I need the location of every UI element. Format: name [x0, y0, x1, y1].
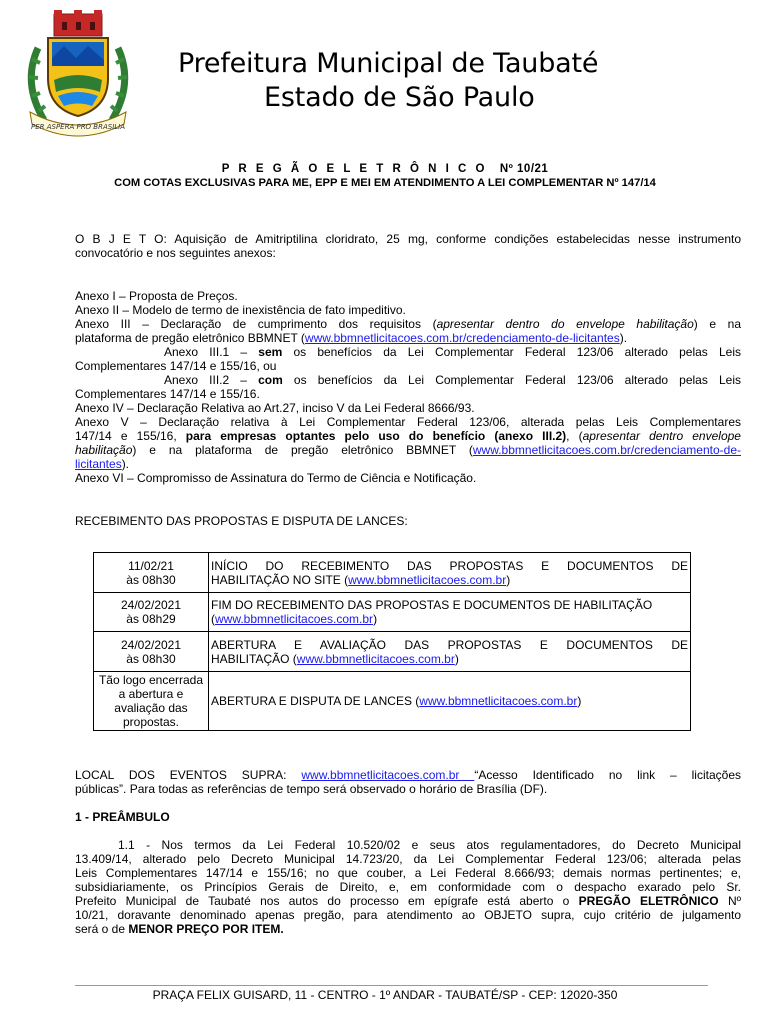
preambulo-text: Prefeito Municipal de Taubaté nos autos do processo em epígrafe está aberto o	[75, 894, 579, 908]
preambulo-line-2: 13.409/14, alterado pelo Decreto Municipal 14.723/20, da Lei Complementar Federal 123/06; alterada pelas	[75, 852, 741, 866]
footer-divider	[75, 985, 708, 986]
schedule-desc-line: INÍCIO DO RECEBIMENTO DAS PROPOSTAS E DOCUMENTOS DE	[211, 558, 688, 573]
anexo-5-bold: para empresas optantes pelo uso do benefício (anexo III.2)	[185, 429, 567, 443]
table-row	[94, 553, 691, 593]
preambulo-line-3: Leis Complementares 147/14 e 155/16; no que couber, a Lei Federal 8.666/93; demais normas pertinentes; e,	[75, 866, 741, 880]
preambulo-text: será o de	[75, 922, 129, 936]
anexo-3-text: Anexo III – Declaração de cumprimento dos requisitos (	[75, 317, 437, 331]
preambulo-line-6: 10/21, doravante denominado apenas pregão, para atendimento ao OBJETO supra, cujo critério de julgamento	[75, 908, 741, 922]
anexo-5-platform-text: ) e na plataforma de pregão eletrônico BBMNET (	[132, 443, 473, 457]
recebimento-heading: RECEBIMENTO DAS PROPOSTAS E DISPUTA DE LANCES:	[75, 514, 408, 528]
schedule-desc-text: HABILITAÇÃO (	[211, 651, 297, 666]
schedule-time: às 08h30	[126, 572, 176, 587]
anexo-3-1-line-1	[164, 345, 741, 360]
schedule-table	[93, 552, 691, 731]
anexo-3-platform-text: plataforma de pregão eletrônico BBMNET (	[75, 331, 305, 345]
local-line-2: públicas”. Para todas as referências de tempo será observado o horário de Brasília (DF).	[75, 782, 548, 796]
schedule-date: 24/02/2021	[120, 637, 182, 652]
schedule-desc-line: FIM DO RECEBIMENTO DAS PROPOSTAS E DOCUMENTOS DE HABILITAÇÃO	[211, 598, 653, 612]
preambulo-heading: 1 - PREÂMBULO	[75, 810, 170, 824]
preambulo-line-1: 1.1 - Nos termos da Lei Federal 10.520/02 e seus atos regulamentadores, do Decreto Municipal	[118, 838, 741, 852]
schedule-desc-close: )	[373, 612, 378, 626]
anexo-3-2-line-2: Complementares 147/14 e 155/16.	[75, 387, 260, 401]
anexo-3-italic: apresentar dentro do envelope habilitação	[436, 317, 694, 331]
preambulo-bold: PREGÃO ELETRÔNICO	[578, 894, 719, 908]
pregao-label: P R E G Ã O E L E T R Ô N I C O	[221, 163, 488, 175]
pregao-cotas: COM COTAS EXCLUSIVAS PARA ME, EPP E MEI EM ATENDIMENTO A LEI COMPLEMENTAR Nº 147/14	[114, 177, 656, 189]
schedule-desc-line: ABERTURA E AVALIAÇÃO DAS PROPOSTAS E DOCUMENTOS DE	[211, 637, 688, 652]
pregao-heading	[0, 163, 770, 175]
preambulo-bold: MENOR PREÇO POR ITEM.	[128, 922, 284, 936]
anexo-3-close: ).	[619, 331, 628, 345]
anexo-3-2-label: Anexo III.2 –	[164, 373, 259, 387]
schedule-desc-text: (	[211, 612, 215, 626]
anexo-3-text-end: ) e na	[693, 317, 742, 331]
table-row	[94, 632, 691, 672]
anexo-5-line-1: Anexo V – Declaração relativa à Lei Complementar Federal 123/06, alterada pelas Leis Complementares	[75, 415, 741, 429]
schedule-date: 11/02/21	[128, 558, 174, 573]
schedule-desc-close: )	[454, 651, 459, 666]
anexo-6: Anexo VI – Compromisso de Assinatura do Termo de Ciência e Notificação.	[75, 471, 477, 485]
preambulo-line-5	[75, 894, 741, 909]
municipal-coat-of-arms	[18, 8, 138, 138]
schedule-desc-text: ABERTURA E DISPUTA DE LANCES (	[211, 694, 420, 708]
anexo-5-text: 147/14 e 155/16,	[75, 429, 186, 443]
objeto-line-2: convocatório e nos seguintes anexos:	[75, 246, 276, 260]
schedule-time: às 08h30	[126, 651, 176, 666]
credenciamento-link[interactable]: www.bbmnetlicitacoes.com.br/credenciamento-de-licitantes	[304, 331, 620, 345]
bbmnet-link[interactable]: www.bbmnetlicitacoes.com.br	[419, 694, 578, 708]
anexo-3-1-label: Anexo III.1 –	[164, 345, 259, 359]
anexo-3-2-bold: com	[258, 373, 283, 387]
anexo-5-italic: apresentar dentro envelope	[582, 429, 741, 443]
schedule-when-line: propostas.	[122, 715, 180, 729]
schedule-desc-close: )	[577, 694, 582, 708]
schedule-when	[94, 672, 209, 731]
preambulo-text-end: Nº	[718, 894, 741, 908]
preambulo-line-4: subsidiariamente, os Princípios Gerais de Direito, e, em conformidade com o despacho exarado pelo Sr.	[75, 880, 741, 894]
anexo-3-1-text: os benefícios da Lei Complementar Federal 123/06 alterado pelas Leis	[282, 345, 742, 359]
anexo-3-line-2	[75, 331, 627, 346]
objeto-text: Aquisição de Amitriptilina cloridrato, 25 mg, conforme condições estabelecidas nesse instrumento	[174, 232, 741, 246]
schedule-date: 24/02/2021	[120, 598, 182, 612]
anexo-3-1-bold: sem	[258, 345, 283, 359]
anexo-3-2-text: os benefícios da Lei Complementar Federal 123/06 alterado pelas Leis	[282, 373, 741, 387]
bbmnet-link[interactable]: www.bbmnetlicitacoes.com.br	[215, 612, 374, 626]
page-title: Prefeitura Municipal de Taubaté	[178, 48, 599, 79]
anexo-4: Anexo IV – Declaração Relativa ao Art.27, inciso V da Lei Federal 8666/93.	[75, 401, 475, 415]
objeto-line-1	[75, 232, 741, 247]
schedule-desc-close: )	[506, 572, 511, 587]
local-label: LOCAL DOS EVENTOS SUPRA:	[75, 768, 302, 782]
anexo-3-line-1	[75, 317, 741, 332]
anexo-5-line-4	[75, 457, 129, 472]
schedule-desc	[209, 672, 691, 731]
schedule-desc	[209, 553, 691, 593]
anexo-3-2-line-1	[164, 373, 741, 388]
bbmnet-link[interactable]: www.bbmnetlicitacoes.com.br	[348, 572, 507, 587]
anexo-5-italic-2: habilitação	[75, 443, 133, 457]
schedule-desc	[209, 593, 691, 632]
bbmnet-link[interactable]: www.bbmnetlicitacoes.com.br	[296, 651, 455, 666]
schedule-desc-text: HABILITAÇÃO NO SITE (	[211, 572, 349, 587]
credenciamento-link-2[interactable]: www.bbmnetlicitacoes.com.br/credenciamento-de-	[472, 443, 741, 457]
schedule-when-line: a abertura e	[118, 687, 184, 701]
schedule-when	[94, 593, 209, 632]
preambulo-line-7	[75, 922, 284, 937]
anexo-3-1-line-2: Complementares 147/14 e 155/16, ou	[75, 359, 277, 373]
schedule-when	[94, 632, 209, 672]
page-subtitle: Estado de São Paulo	[264, 82, 535, 113]
footer-address: PRAÇA FELIX GUISARD, 11 - CENTRO - 1º ANDAR - TAUBATÉ/SP - CEP: 12020-350	[152, 988, 618, 1002]
schedule-desc	[209, 632, 691, 672]
anexo-5-sep: , (	[566, 429, 583, 443]
anexo-1: Anexo I – Proposta de Preços.	[75, 289, 238, 303]
objeto-label: O B J E T O:	[75, 232, 167, 246]
anexo-5-line-3	[75, 443, 741, 458]
credenciamento-link-2-cont[interactable]: licitantes	[75, 457, 122, 471]
schedule-time: às 08h29	[126, 612, 176, 626]
local-link[interactable]: www.bbmnetlicitacoes.com.br	[301, 768, 475, 782]
schedule-when-line: avaliação das	[114, 701, 188, 715]
anexo-2: Anexo II – Modelo de termo de inexistência de fato impeditivo.	[75, 303, 406, 317]
schedule-when	[94, 553, 209, 593]
local-text: “Acesso Identificado no link – licitações	[474, 768, 741, 782]
local-line-1	[75, 768, 741, 783]
table-row	[94, 672, 691, 731]
table-row	[94, 593, 691, 632]
pregao-number: Nº 10/21	[499, 163, 549, 175]
schedule-when-line: Tão logo encerrada	[98, 673, 204, 687]
anexo-5-line-2	[75, 429, 741, 444]
seal-motto: PER ASPERA PRO BRASILIA	[30, 123, 126, 131]
anexo-5-close: ).	[121, 457, 130, 471]
